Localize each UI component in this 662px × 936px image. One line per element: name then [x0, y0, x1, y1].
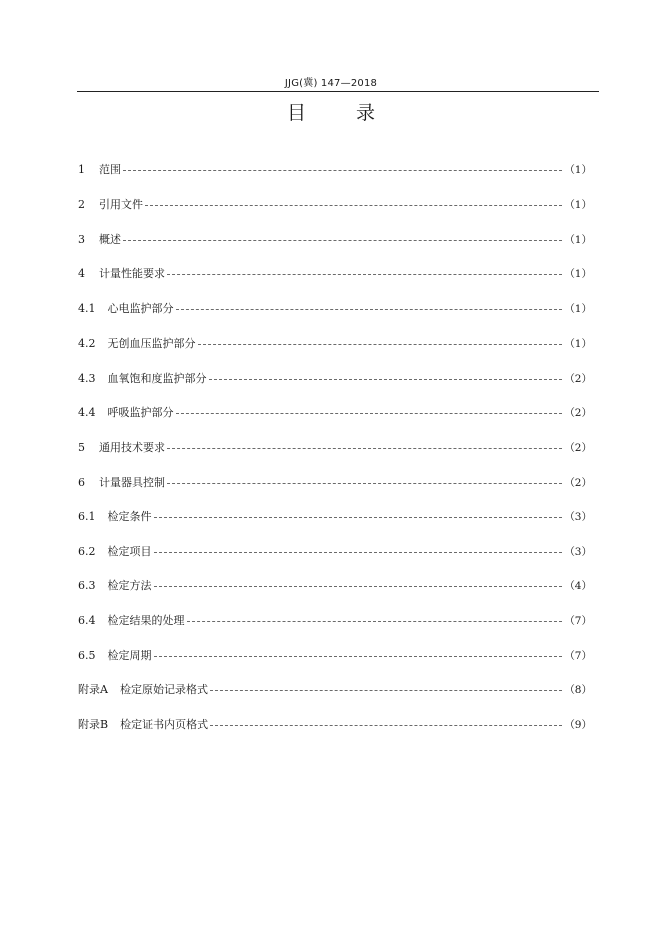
- page-title: 目 录: [286, 102, 398, 124]
- toc-entry-page: （1）: [564, 198, 592, 211]
- toc-entry[interactable]: [78, 264, 592, 282]
- toc-entry-page: （3）: [564, 510, 592, 523]
- toc-entry-page: （8）: [564, 683, 592, 696]
- toc-entry-page: （7）: [564, 614, 592, 627]
- toc-entry[interactable]: [78, 611, 592, 629]
- toc-entry-page: （4）: [564, 579, 592, 592]
- toc-entry-page: （2）: [564, 441, 592, 454]
- toc-entry-page: （2）: [564, 476, 592, 489]
- toc-entry[interactable]: [78, 334, 592, 352]
- header-rule: [77, 91, 599, 92]
- toc-entry-label: 检定原始记录格式: [119, 683, 208, 696]
- toc-entry[interactable]: [78, 542, 592, 560]
- toc-entry-page: （2）: [564, 406, 592, 419]
- toc-leader-line: [154, 552, 563, 553]
- toc-entry-number: 6.5: [78, 648, 96, 662]
- toc-entry-number: 6.3: [78, 578, 96, 592]
- toc-entry-label: 检定条件: [107, 510, 152, 523]
- toc-leader-line: [123, 240, 562, 241]
- toc-entry-page: （1）: [564, 163, 592, 176]
- toc-entry-number: 4.1: [78, 301, 96, 315]
- toc-entry-page: （3）: [564, 545, 592, 558]
- toc-entry[interactable]: [78, 230, 592, 248]
- toc-entry-label: 概述: [99, 233, 121, 246]
- toc-entry-label: 无创血压监护部分: [107, 337, 196, 350]
- toc-entry-number: 3: [78, 232, 85, 246]
- toc-entry-number: 4: [78, 266, 85, 280]
- toc-entry-number: 6: [78, 475, 85, 489]
- toc-entry-number: 6.1: [78, 509, 96, 523]
- toc-entry-label: 检定周期: [107, 649, 152, 662]
- toc-entry[interactable]: [78, 160, 592, 178]
- toc-leader-line: [209, 379, 563, 380]
- toc-leader-line: [167, 483, 562, 484]
- toc-leader-line: [210, 725, 562, 726]
- toc-leader-line: [187, 621, 563, 622]
- toc-entry[interactable]: [78, 646, 592, 664]
- toc-entry-number: 附录A: [78, 683, 108, 696]
- toc-entry[interactable]: [78, 299, 592, 317]
- toc-entry-label: 检定方法: [107, 579, 152, 592]
- toc-leader-line: [154, 517, 563, 518]
- toc-entry-number: 6.4: [78, 613, 96, 627]
- toc-leader-line: [167, 274, 562, 275]
- toc-entry[interactable]: [78, 438, 592, 456]
- toc-entry-page: （7）: [564, 649, 592, 662]
- toc-entry-page: （1）: [564, 267, 592, 280]
- toc-entry[interactable]: [78, 715, 592, 733]
- toc-entry[interactable]: [78, 403, 592, 421]
- toc-entry[interactable]: [78, 576, 592, 594]
- toc-entry[interactable]: [78, 195, 592, 213]
- toc-entry-number: 2: [78, 197, 85, 211]
- toc-leader-line: [123, 170, 562, 171]
- toc-entry-number: 6.2: [78, 544, 96, 558]
- toc-entry-page: （1）: [564, 233, 592, 246]
- toc-entry-label: 检定项目: [107, 545, 152, 558]
- toc-entry-label: 引用文件: [99, 198, 143, 211]
- toc-entry[interactable]: [78, 680, 592, 698]
- toc-entry-page: （1）: [564, 337, 592, 350]
- toc-entry[interactable]: [78, 507, 592, 525]
- toc-entry-label: 通用技术要求: [99, 441, 165, 454]
- toc-entry-label: 计量性能要求: [99, 267, 165, 280]
- toc-entry[interactable]: [78, 473, 592, 491]
- toc-entry-number: 4.3: [78, 371, 96, 385]
- toc-entry-page: （9）: [564, 718, 592, 731]
- toc-entry-number: 1: [78, 162, 85, 176]
- toc-entry-page: （1）: [564, 302, 592, 315]
- toc-entry-number: 4.4: [78, 405, 96, 419]
- toc-entry-label: 血氧饱和度监护部分: [107, 372, 207, 385]
- toc-entry-label: 心电监护部分: [107, 302, 174, 315]
- toc-entry-label: 呼吸监护部分: [107, 406, 174, 419]
- toc-entry-label: 范围: [99, 163, 121, 176]
- document-code: JJG(冀) 147—2018: [284, 78, 378, 89]
- toc-entry[interactable]: [78, 369, 592, 387]
- toc-leader-line: [198, 344, 563, 345]
- toc-entry-page: （2）: [564, 372, 592, 385]
- toc-leader-line: [154, 656, 563, 657]
- toc-entry-label: 计量器具控制: [99, 476, 165, 489]
- toc-leader-line: [167, 448, 562, 449]
- toc-entry-number: 附录B: [78, 718, 109, 731]
- toc-leader-line: [145, 205, 562, 206]
- toc-leader-line: [176, 309, 563, 310]
- toc-leader-line: [154, 586, 563, 587]
- toc-entry-number: 5: [78, 440, 85, 454]
- toc-entry-label: 检定证书内页格式: [120, 718, 209, 731]
- toc-entry-number: 4.2: [78, 336, 96, 350]
- toc-leader-line: [176, 413, 563, 414]
- toc-leader-line: [210, 690, 562, 691]
- toc-entry-label: 检定结果的处理: [107, 614, 185, 627]
